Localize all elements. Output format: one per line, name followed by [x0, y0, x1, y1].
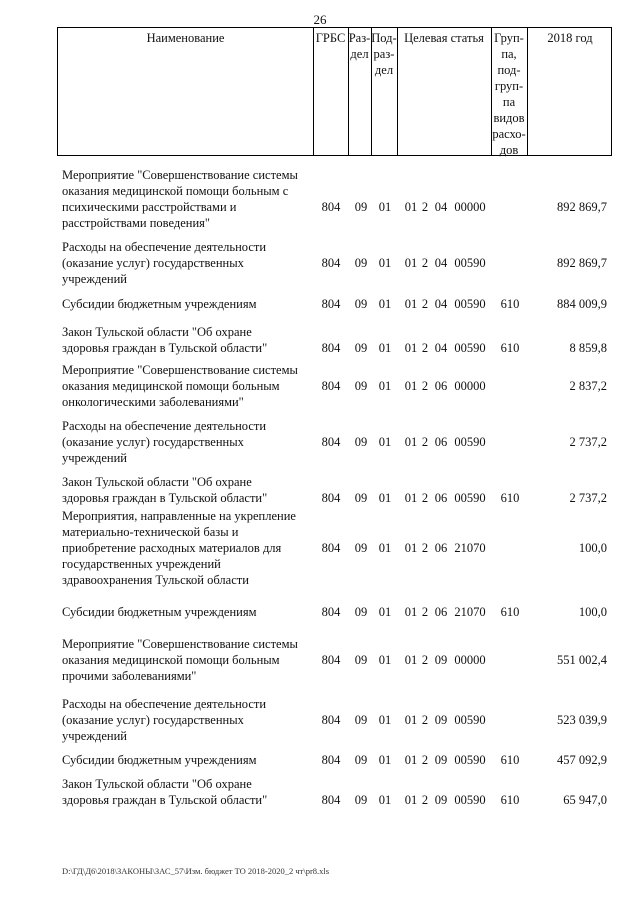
row-name-line: онкологическими заболеваниями": [62, 395, 244, 409]
row-amount: 892 869,7: [557, 256, 607, 270]
row-target-subprogram: 2: [421, 200, 429, 214]
row-name-line: Субсидии бюджетным учреждениям: [62, 297, 257, 311]
row-target-direction: 00000: [454, 379, 486, 393]
row-target-program: 01: [404, 297, 418, 311]
row-name-line: Расходы на обеспечение деятельности: [62, 419, 267, 433]
row-target-program: 01: [404, 435, 418, 449]
row-grbs: 804: [321, 297, 341, 311]
row-target-direction: 00000: [454, 200, 486, 214]
header-group-line: дов: [499, 143, 519, 157]
row-target-program: 01: [404, 200, 418, 214]
row-target-event: 09: [434, 793, 448, 807]
row-target-program: 01: [404, 491, 418, 505]
row-name: [62, 696, 312, 744]
row-target-direction: 21070: [454, 605, 486, 619]
row-name: [62, 362, 312, 410]
row-podrazdel: 01: [378, 379, 392, 393]
row-target-program: 01: [404, 793, 418, 807]
row-name-line: Мероприятие "Совершенствование системы: [62, 363, 298, 377]
header-group-line: видов: [493, 111, 525, 125]
row-razdel: 09: [354, 753, 368, 767]
row-amount: 892 869,7: [557, 200, 607, 214]
row-grbs: 804: [321, 793, 341, 807]
row-name-line: расстройствами поведения": [62, 216, 211, 230]
row-name-line: оказания медицинской помощи больным: [62, 379, 280, 393]
row-target-event: 06: [434, 605, 448, 619]
row-target-direction: 00590: [454, 793, 486, 807]
row-name: [62, 474, 312, 506]
row-target-event: 04: [434, 341, 448, 355]
row-podrazdel: 01: [378, 256, 392, 270]
row-podrazdel: 01: [378, 341, 392, 355]
header-group-line: Груп-: [494, 31, 524, 45]
row-name-line: материально-технической базы и: [62, 525, 239, 539]
row-grbs: 804: [321, 491, 341, 505]
row-grbs: 804: [321, 379, 341, 393]
row-grbs: 804: [321, 435, 341, 449]
row-razdel: 09: [354, 541, 368, 555]
header-razdel-line: дел: [350, 47, 369, 61]
row-target-program: 01: [404, 605, 418, 619]
row-name: [62, 418, 312, 466]
header-group-line: па,: [501, 47, 517, 61]
row-name-line: Субсидии бюджетным учреждениям: [62, 753, 257, 767]
row-name: [62, 776, 312, 808]
row-grbs: 804: [321, 200, 341, 214]
row-target-direction: 00590: [454, 435, 486, 449]
row-name-line: Субсидии бюджетным учреждениям: [62, 605, 257, 619]
row-name: [62, 296, 312, 312]
row-name: [62, 239, 312, 287]
row-target-event: 09: [434, 713, 448, 727]
row-name-line: (оказание услуг) государственных: [62, 256, 244, 270]
row-name-line: оказания медицинской помощи больным: [62, 653, 280, 667]
row-name: [62, 167, 312, 231]
row-target-subprogram: 2: [421, 713, 429, 727]
row-expense-type: 610: [500, 605, 520, 619]
row-name: [62, 508, 312, 588]
row-target-subprogram: 2: [421, 379, 429, 393]
row-razdel: 09: [354, 435, 368, 449]
row-expense-type: 610: [500, 793, 520, 807]
row-target-event: 06: [434, 541, 448, 555]
row-target-program: 01: [404, 653, 418, 667]
row-name-line: здоровья граждан в Тульской области": [62, 793, 268, 807]
row-name-line: Расходы на обеспечение деятельности: [62, 240, 267, 254]
header-divider: [527, 28, 528, 155]
row-target-program: 01: [404, 379, 418, 393]
row-target-subprogram: 2: [421, 653, 429, 667]
row-target-program: 01: [404, 256, 418, 270]
row-podrazdel: 01: [378, 753, 392, 767]
row-podrazdel: 01: [378, 435, 392, 449]
row-name-line: приобретение расходных материалов для: [62, 541, 282, 555]
page-number: 26: [313, 12, 327, 27]
row-razdel: 09: [354, 256, 368, 270]
table-header: [57, 27, 612, 156]
row-expense-type: 610: [500, 753, 520, 767]
row-name-line: (оказание услуг) государственных: [62, 435, 244, 449]
row-target-event: 06: [434, 491, 448, 505]
header-podrazdel-line: раз-: [373, 47, 395, 61]
row-target-event: 06: [434, 379, 448, 393]
row-target-event: 09: [434, 753, 448, 767]
row-name-line: оказания медицинской помощи больным с: [62, 184, 289, 198]
row-podrazdel: 01: [378, 491, 392, 505]
row-target-direction: 00000: [454, 653, 486, 667]
row-target-direction: 00590: [454, 297, 486, 311]
row-name-line: учреждений: [62, 451, 127, 465]
row-razdel: 09: [354, 653, 368, 667]
header-grbs: ГРБС: [315, 31, 346, 45]
row-podrazdel: 01: [378, 297, 392, 311]
row-name-line: Мероприятие "Совершенствование системы: [62, 168, 298, 182]
row-target-program: 01: [404, 713, 418, 727]
row-expense-type: 610: [500, 341, 520, 355]
row-target-direction: 00590: [454, 753, 486, 767]
header-group-line: па: [502, 95, 516, 109]
row-name-line: Мероприятие "Совершенствование системы: [62, 637, 298, 651]
row-podrazdel: 01: [378, 605, 392, 619]
row-podrazdel: 01: [378, 200, 392, 214]
row-target-direction: 00590: [454, 491, 486, 505]
row-podrazdel: 01: [378, 653, 392, 667]
file-path-footer: D:\ГД\Д6\2018\ЗАКОНЫ\ЗАС_57\Изм. бюджет ТО 2018-2020_2 чт\pr8.xls: [62, 866, 330, 876]
row-target-program: 01: [404, 341, 418, 355]
row-name: [62, 604, 312, 620]
row-target-subprogram: 2: [421, 297, 429, 311]
row-name-line: (оказание услуг) государственных: [62, 713, 244, 727]
row-target-subprogram: 2: [421, 605, 429, 619]
header-podrazdel-line: дел: [374, 63, 394, 77]
row-expense-type: 610: [500, 297, 520, 311]
row-name: [62, 324, 312, 356]
header-year: 2018 год: [547, 31, 593, 45]
row-name-line: государственных учреждений: [62, 557, 221, 571]
row-amount: 2 737,2: [569, 491, 607, 505]
row-grbs: 804: [321, 653, 341, 667]
row-grbs: 804: [321, 605, 341, 619]
row-razdel: 09: [354, 200, 368, 214]
row-target-subprogram: 2: [421, 793, 429, 807]
row-target-subprogram: 2: [421, 341, 429, 355]
row-razdel: 09: [354, 491, 368, 505]
header-group-line: под-: [497, 63, 521, 77]
row-target-program: 01: [404, 753, 418, 767]
row-razdel: 09: [354, 341, 368, 355]
row-razdel: 09: [354, 297, 368, 311]
row-grbs: 804: [321, 341, 341, 355]
row-amount: 2 737,2: [569, 435, 607, 449]
row-target-subprogram: 2: [421, 541, 429, 555]
row-target-subprogram: 2: [421, 753, 429, 767]
row-name-line: Мероприятия, направленные на укрепление: [62, 509, 296, 523]
row-expense-type: 610: [500, 491, 520, 505]
row-target-subprogram: 2: [421, 435, 429, 449]
row-name: [62, 636, 312, 684]
row-target-event: 04: [434, 200, 448, 214]
row-target-event: 04: [434, 256, 448, 270]
header-podrazdel: [371, 30, 397, 78]
header-group-line: груп-: [494, 79, 524, 93]
row-target-subprogram: 2: [421, 491, 429, 505]
row-name-line: психическими расстройствами и: [62, 200, 237, 214]
row-target-direction: 00590: [454, 256, 486, 270]
row-target-event: 04: [434, 297, 448, 311]
header-group-line: расхо-: [492, 127, 526, 141]
row-amount: 884 009,9: [557, 297, 607, 311]
row-name-line: прочими заболеваниями": [62, 669, 197, 683]
row-amount: 551 002,4: [557, 653, 607, 667]
row-target-direction: 21070: [454, 541, 486, 555]
row-target-direction: 00590: [454, 341, 486, 355]
row-razdel: 09: [354, 605, 368, 619]
header-razdel-line: Раз-: [348, 31, 371, 45]
row-grbs: 804: [321, 753, 341, 767]
row-amount: 457 092,9: [557, 753, 607, 767]
row-grbs: 804: [321, 541, 341, 555]
row-name-line: Закон Тульской области "Об охране: [62, 475, 252, 489]
header-target: Целевая статья: [404, 31, 484, 45]
row-target-event: 06: [434, 435, 448, 449]
row-target-program: 01: [404, 541, 418, 555]
row-target-event: 09: [434, 653, 448, 667]
row-razdel: 09: [354, 713, 368, 727]
row-grbs: 804: [321, 256, 341, 270]
row-amount: 100,0: [578, 541, 607, 555]
row-razdel: 09: [354, 793, 368, 807]
row-name-line: Расходы на обеспечение деятельности: [62, 697, 267, 711]
row-grbs: 804: [321, 713, 341, 727]
row-name-line: здравоохранения Тульской области: [62, 573, 249, 587]
row-podrazdel: 01: [378, 541, 392, 555]
row-target-direction: 00590: [454, 713, 486, 727]
row-name-line: здоровья граждан в Тульской области": [62, 341, 268, 355]
row-razdel: 09: [354, 379, 368, 393]
row-name-line: Закон Тульской области "Об охране: [62, 325, 252, 339]
header-name: Наименование: [146, 31, 225, 45]
row-name-line: здоровья граждан в Тульской области": [62, 491, 268, 505]
header-divider: [313, 28, 314, 155]
row-podrazdel: 01: [378, 713, 392, 727]
row-name-line: учреждений: [62, 729, 127, 743]
row-target-subprogram: 2: [421, 256, 429, 270]
row-podrazdel: 01: [378, 793, 392, 807]
header-divider: [397, 28, 398, 155]
row-amount: 100,0: [578, 605, 607, 619]
row-amount: 2 837,2: [569, 379, 607, 393]
row-name: [62, 752, 312, 768]
row-amount: 523 039,9: [557, 713, 607, 727]
header-group: [491, 30, 527, 158]
header-podrazdel-line: Под-: [371, 31, 397, 45]
header-razdel: [348, 30, 371, 62]
row-name-line: учреждений: [62, 272, 127, 286]
row-name-line: Закон Тульской области "Об охране: [62, 777, 252, 791]
row-amount: 8 859,8: [569, 341, 607, 355]
row-amount: 65 947,0: [563, 793, 607, 807]
